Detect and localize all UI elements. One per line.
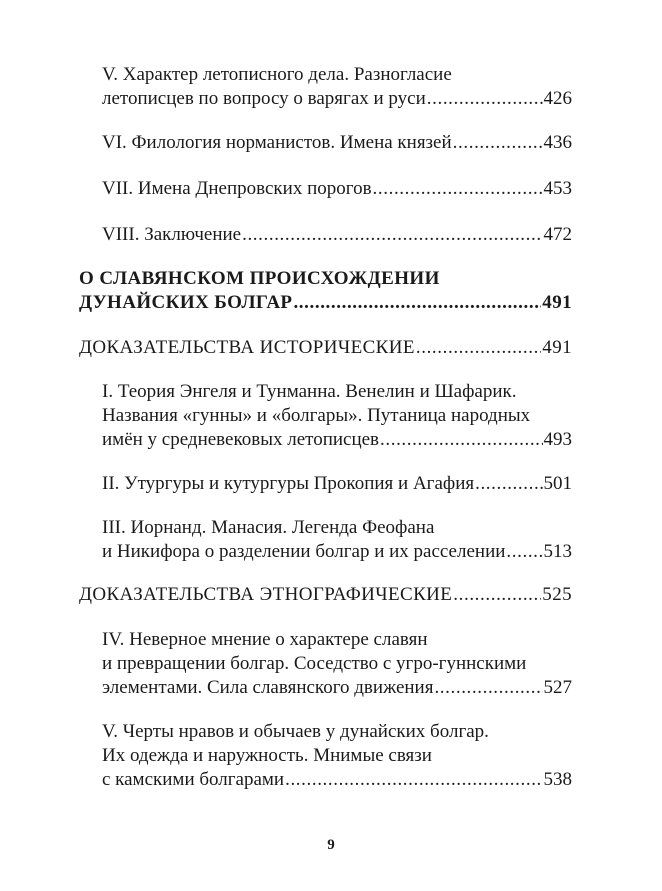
toc-entry-last-line [102, 768, 572, 792]
dot-leader [475, 472, 542, 496]
toc-entry-chapter-5-customs [102, 720, 572, 792]
page-footer-number: 9 [327, 837, 335, 853]
toc-entry-line: IV. Неверное мнение о характере славян [102, 629, 428, 650]
dot-leader [285, 768, 542, 792]
dot-leader [506, 540, 542, 564]
toc-entry-title: и Никифора о разделении болгар и их расселении [102, 541, 506, 562]
toc-entry-title: VI. Филология норманистов. Имена князей [102, 132, 452, 153]
toc-entry-line: III. Иорнанд. Манасия. Легенда Феофана [102, 517, 435, 538]
toc-page-number: 472 [543, 224, 572, 245]
toc-entry-last-line [79, 583, 572, 607]
toc-entry-line: О СЛАВЯНСКОМ ПРОИСХОЖДЕНИИ [79, 268, 440, 289]
toc-entry-last-line [102, 428, 572, 452]
toc-entry-chapter-5-chronicles [102, 63, 572, 111]
toc-page-number: 436 [543, 132, 572, 153]
toc-entry-title: VIII. Заключение [102, 224, 242, 245]
toc-entry-title: VII. Имена Днепровских порогов [102, 178, 372, 199]
toc-page-number: 527 [543, 677, 572, 698]
toc-entry-line: и превращении болгар. Соседство с угро-гуннскими [102, 653, 527, 674]
toc-page-number: 513 [543, 541, 572, 562]
toc-entry-chapter-2-utigurs [102, 472, 572, 496]
toc-entry-last-line [79, 336, 572, 360]
toc-entry-chapter-7-dnieper-rapids [102, 177, 572, 201]
toc-entry-title: с камскими болгарами [102, 769, 285, 790]
toc-part-heading-danube-bulgars [79, 267, 572, 315]
dot-leader [416, 336, 541, 360]
toc-entry-line: Названия «гунны» и «болгары». Путаница народных [102, 405, 531, 426]
toc-entry-title: элементами. Сила славянского движения [102, 677, 434, 698]
dot-leader [427, 87, 543, 111]
toc-entry-last-line [102, 540, 572, 564]
toc-page-number: 491 [542, 337, 572, 358]
toc-entry-line: V. Характер летописного дела. Разногласие [102, 64, 452, 85]
toc-entry-chapter-6-philology [102, 131, 572, 155]
toc-entry-title: летописцев по вопросу о варягах и руси [102, 88, 426, 109]
toc-entry-title: ДУНАЙСКИХ БОЛГАР [79, 292, 293, 313]
dot-leader [242, 223, 542, 247]
toc-entry-last-line [102, 87, 572, 111]
toc-entry-line: V. Черты нравов и обычаев у дунайских болгар. [102, 721, 489, 742]
toc-entry-last-line [102, 223, 572, 247]
toc-entry-line: Их одежда и наружность. Мнимые связи [102, 745, 432, 766]
dot-leader [380, 428, 542, 452]
toc-entry-title: ДОКАЗАТЕЛЬСТВА ИСТОРИЧЕСКИЕ [79, 337, 415, 358]
toc-entry-title: II. Утургуры и кутургуры Прокопия и Агафия [102, 473, 475, 494]
dot-leader [434, 676, 542, 700]
toc-page-number: 426 [543, 88, 572, 109]
toc-page-number: 501 [543, 473, 572, 494]
dot-leader [453, 583, 541, 607]
toc-page-number: 538 [543, 769, 572, 790]
toc-page-number: 525 [542, 584, 572, 605]
toc-entry-chapter-4-slavs [102, 628, 572, 700]
toc-page-number: 491 [542, 292, 572, 313]
dot-leader [293, 291, 541, 315]
toc-entry-title: имён у средневековых летописцев [102, 429, 380, 450]
toc-entry-chapter-8-conclusion [102, 223, 572, 247]
toc-page-number: 453 [543, 178, 572, 199]
toc-entry-last-line [102, 131, 572, 155]
toc-entry-last-line [79, 291, 572, 315]
toc-entry-last-line [102, 472, 572, 496]
toc-entry-chapter-3-jordanes [102, 516, 572, 564]
toc-entry-last-line [102, 676, 572, 700]
toc-page-number: 493 [543, 429, 572, 450]
toc-section-historical-evidence [79, 336, 572, 360]
toc-section-ethnographic-evidence [79, 583, 572, 607]
toc-entry-last-line [102, 177, 572, 201]
toc-entry-line: I. Теория Энгеля и Тунманна. Венелин и Шафарик. [102, 381, 517, 402]
toc-entry-title: ДОКАЗАТЕЛЬСТВА ЭТНОГРАФИЧЕСКИЕ [79, 584, 453, 605]
toc-entry-chapter-1-engel-thunmann [102, 380, 572, 452]
dot-leader [453, 131, 543, 155]
dot-leader [373, 177, 543, 201]
